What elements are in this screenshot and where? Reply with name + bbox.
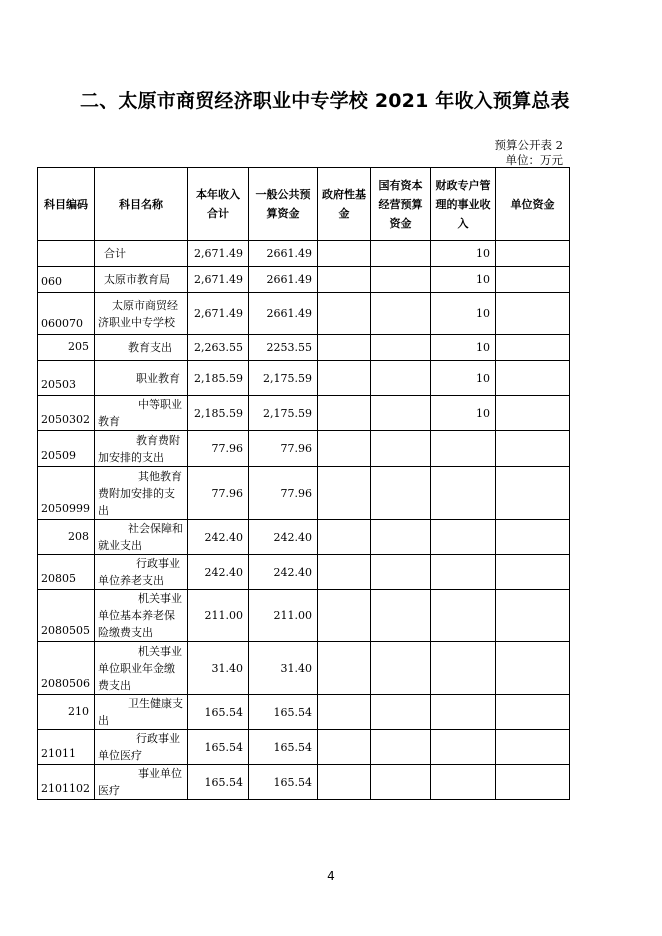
cell-state-capital xyxy=(371,695,431,730)
cell-special xyxy=(431,590,496,642)
cell-special xyxy=(431,467,496,520)
cell-general: 77.96 xyxy=(249,431,318,467)
cell-gov-fund xyxy=(318,555,371,590)
table-row xyxy=(38,520,570,555)
cell-general: 2253.55 xyxy=(249,335,318,361)
cell-state-capital xyxy=(371,396,431,431)
cell-code: 2050302 xyxy=(38,396,95,431)
cell-special xyxy=(431,520,496,555)
table-row xyxy=(38,241,570,267)
cell-name: 行政事业单位养老支出 xyxy=(95,555,188,590)
cell-name: 社会保障和就业支出 xyxy=(95,520,188,555)
cell-gov-fund xyxy=(318,695,371,730)
cell-special: 10 xyxy=(431,361,496,396)
cell-state-capital xyxy=(371,730,431,765)
cell-name: 中等职业教育 xyxy=(95,396,188,431)
cell-state-capital xyxy=(371,555,431,590)
cell-total: 77.96 xyxy=(188,431,249,467)
cell-gov-fund xyxy=(318,293,371,335)
cell-code: 060 xyxy=(38,267,95,293)
table-row xyxy=(38,765,570,800)
cell-name: 行政事业单位医疗 xyxy=(95,730,188,765)
cell-gov-fund xyxy=(318,267,371,293)
table-label: 预算公开表 2 xyxy=(494,138,563,152)
table-row xyxy=(38,590,570,642)
page-title: 二、太原市商贸经济职业中专学校 2021 年收入预算总表 xyxy=(80,90,570,112)
cell-gov-fund xyxy=(318,765,371,800)
cell-total: 211.00 xyxy=(188,590,249,642)
cell-unit-fund xyxy=(496,765,570,800)
cell-special xyxy=(431,695,496,730)
cell-special: 10 xyxy=(431,396,496,431)
cell-code: 20805 xyxy=(38,555,95,590)
cell-unit-fund xyxy=(496,642,570,695)
cell-gov-fund xyxy=(318,467,371,520)
cell-gov-fund xyxy=(318,241,371,267)
cell-unit-fund xyxy=(496,695,570,730)
table-row xyxy=(38,267,570,293)
cell-unit-fund xyxy=(496,293,570,335)
table-row xyxy=(38,555,570,590)
cell-unit-fund xyxy=(496,361,570,396)
cell-code: 060070 xyxy=(38,293,95,335)
cell-general: 2661.49 xyxy=(249,267,318,293)
header-total: 本年收入合计 xyxy=(188,168,249,241)
cell-unit-fund xyxy=(496,396,570,431)
cell-gov-fund xyxy=(318,361,371,396)
cell-code: 210 xyxy=(38,695,95,730)
cell-general: 242.40 xyxy=(249,555,318,590)
cell-state-capital xyxy=(371,765,431,800)
cell-general: 2,175.59 xyxy=(249,396,318,431)
cell-code: 20509 xyxy=(38,431,95,467)
table-row xyxy=(38,730,570,765)
cell-unit-fund xyxy=(496,730,570,765)
cell-total: 2,671.49 xyxy=(188,267,249,293)
cell-gov-fund xyxy=(318,520,371,555)
cell-special xyxy=(431,555,496,590)
cell-total: 77.96 xyxy=(188,467,249,520)
cell-special: 10 xyxy=(431,293,496,335)
cell-code: 20503 xyxy=(38,361,95,396)
cell-general: 165.54 xyxy=(249,730,318,765)
cell-state-capital xyxy=(371,520,431,555)
cell-unit-fund xyxy=(496,467,570,520)
header-state-capital: 国有资本经营预算资金 xyxy=(371,168,431,241)
table-row xyxy=(38,642,570,695)
unit-label: 单位：万元 xyxy=(505,153,563,167)
cell-unit-fund xyxy=(496,241,570,267)
cell-special xyxy=(431,765,496,800)
cell-code: 2101102 xyxy=(38,765,95,800)
header-row xyxy=(38,168,570,241)
cell-code: 208 xyxy=(38,520,95,555)
cell-special xyxy=(431,642,496,695)
cell-general: 77.96 xyxy=(249,467,318,520)
cell-general: 165.54 xyxy=(249,695,318,730)
cell-gov-fund xyxy=(318,396,371,431)
cell-general: 211.00 xyxy=(249,590,318,642)
cell-general: 31.40 xyxy=(249,642,318,695)
cell-total: 165.54 xyxy=(188,765,249,800)
cell-name: 职业教育 xyxy=(95,361,188,396)
cell-name: 事业单位医疗 xyxy=(95,765,188,800)
cell-state-capital xyxy=(371,431,431,467)
cell-gov-fund xyxy=(318,431,371,467)
cell-total: 31.40 xyxy=(188,642,249,695)
cell-state-capital xyxy=(371,267,431,293)
header-special: 财政专户管理的事业收入 xyxy=(431,168,496,241)
cell-unit-fund xyxy=(496,520,570,555)
cell-state-capital xyxy=(371,642,431,695)
cell-state-capital xyxy=(371,590,431,642)
cell-name: 其他教育费附加安排的支出 xyxy=(95,467,188,520)
header-unit-fund: 单位资金 xyxy=(496,168,570,241)
cell-name: 太原市教育局 xyxy=(95,267,188,293)
cell-general: 2661.49 xyxy=(249,241,318,267)
cell-name: 合计 xyxy=(95,241,188,267)
table-row xyxy=(38,335,570,361)
budget-table xyxy=(37,167,570,800)
cell-general: 2661.49 xyxy=(249,293,318,335)
cell-special xyxy=(431,431,496,467)
cell-unit-fund xyxy=(496,590,570,642)
cell-total: 165.54 xyxy=(188,695,249,730)
table-row xyxy=(38,467,570,520)
header-general: 一般公共预算资金 xyxy=(249,168,318,241)
cell-name: 机关事业单位基本养老保险缴费支出 xyxy=(95,590,188,642)
header-gov-fund: 政府性基金 xyxy=(318,168,371,241)
cell-gov-fund xyxy=(318,590,371,642)
cell-code: 2080506 xyxy=(38,642,95,695)
cell-total: 165.54 xyxy=(188,730,249,765)
cell-total: 2,185.59 xyxy=(188,396,249,431)
table-row xyxy=(38,695,570,730)
cell-general: 2,175.59 xyxy=(249,361,318,396)
cell-gov-fund xyxy=(318,642,371,695)
cell-state-capital xyxy=(371,335,431,361)
table-row xyxy=(38,361,570,396)
cell-total: 2,185.59 xyxy=(188,361,249,396)
cell-unit-fund xyxy=(496,555,570,590)
cell-special xyxy=(431,730,496,765)
cell-name: 机关事业单位职业年金缴费支出 xyxy=(95,642,188,695)
cell-unit-fund xyxy=(496,431,570,467)
cell-name: 太原市商贸经济职业中专学校 xyxy=(95,293,188,335)
cell-name: 卫生健康支出 xyxy=(95,695,188,730)
header-code: 科目编码 xyxy=(38,168,95,241)
cell-code: 21011 xyxy=(38,730,95,765)
header-name: 科目名称 xyxy=(95,168,188,241)
cell-special: 10 xyxy=(431,267,496,293)
cell-code: 2050999 xyxy=(38,467,95,520)
cell-name: 教育费附加安排的支出 xyxy=(95,431,188,467)
cell-code xyxy=(38,241,95,267)
cell-code: 205 xyxy=(38,335,95,361)
cell-name: 教育支出 xyxy=(95,335,188,361)
table-row xyxy=(38,396,570,431)
cell-state-capital xyxy=(371,241,431,267)
cell-total: 242.40 xyxy=(188,520,249,555)
table-row xyxy=(38,431,570,467)
cell-total: 2,263.55 xyxy=(188,335,249,361)
cell-total: 242.40 xyxy=(188,555,249,590)
cell-state-capital xyxy=(371,467,431,520)
cell-special: 10 xyxy=(431,335,496,361)
cell-general: 242.40 xyxy=(249,520,318,555)
page-number: 4 xyxy=(327,869,335,883)
table-row xyxy=(38,293,570,335)
cell-special: 10 xyxy=(431,241,496,267)
cell-total: 2,671.49 xyxy=(188,241,249,267)
cell-state-capital xyxy=(371,361,431,396)
cell-unit-fund xyxy=(496,267,570,293)
cell-total: 2,671.49 xyxy=(188,293,249,335)
cell-unit-fund xyxy=(496,335,570,361)
cell-code: 2080505 xyxy=(38,590,95,642)
cell-general: 165.54 xyxy=(249,765,318,800)
table-body xyxy=(38,241,570,800)
cell-gov-fund xyxy=(318,335,371,361)
cell-gov-fund xyxy=(318,730,371,765)
cell-state-capital xyxy=(371,293,431,335)
